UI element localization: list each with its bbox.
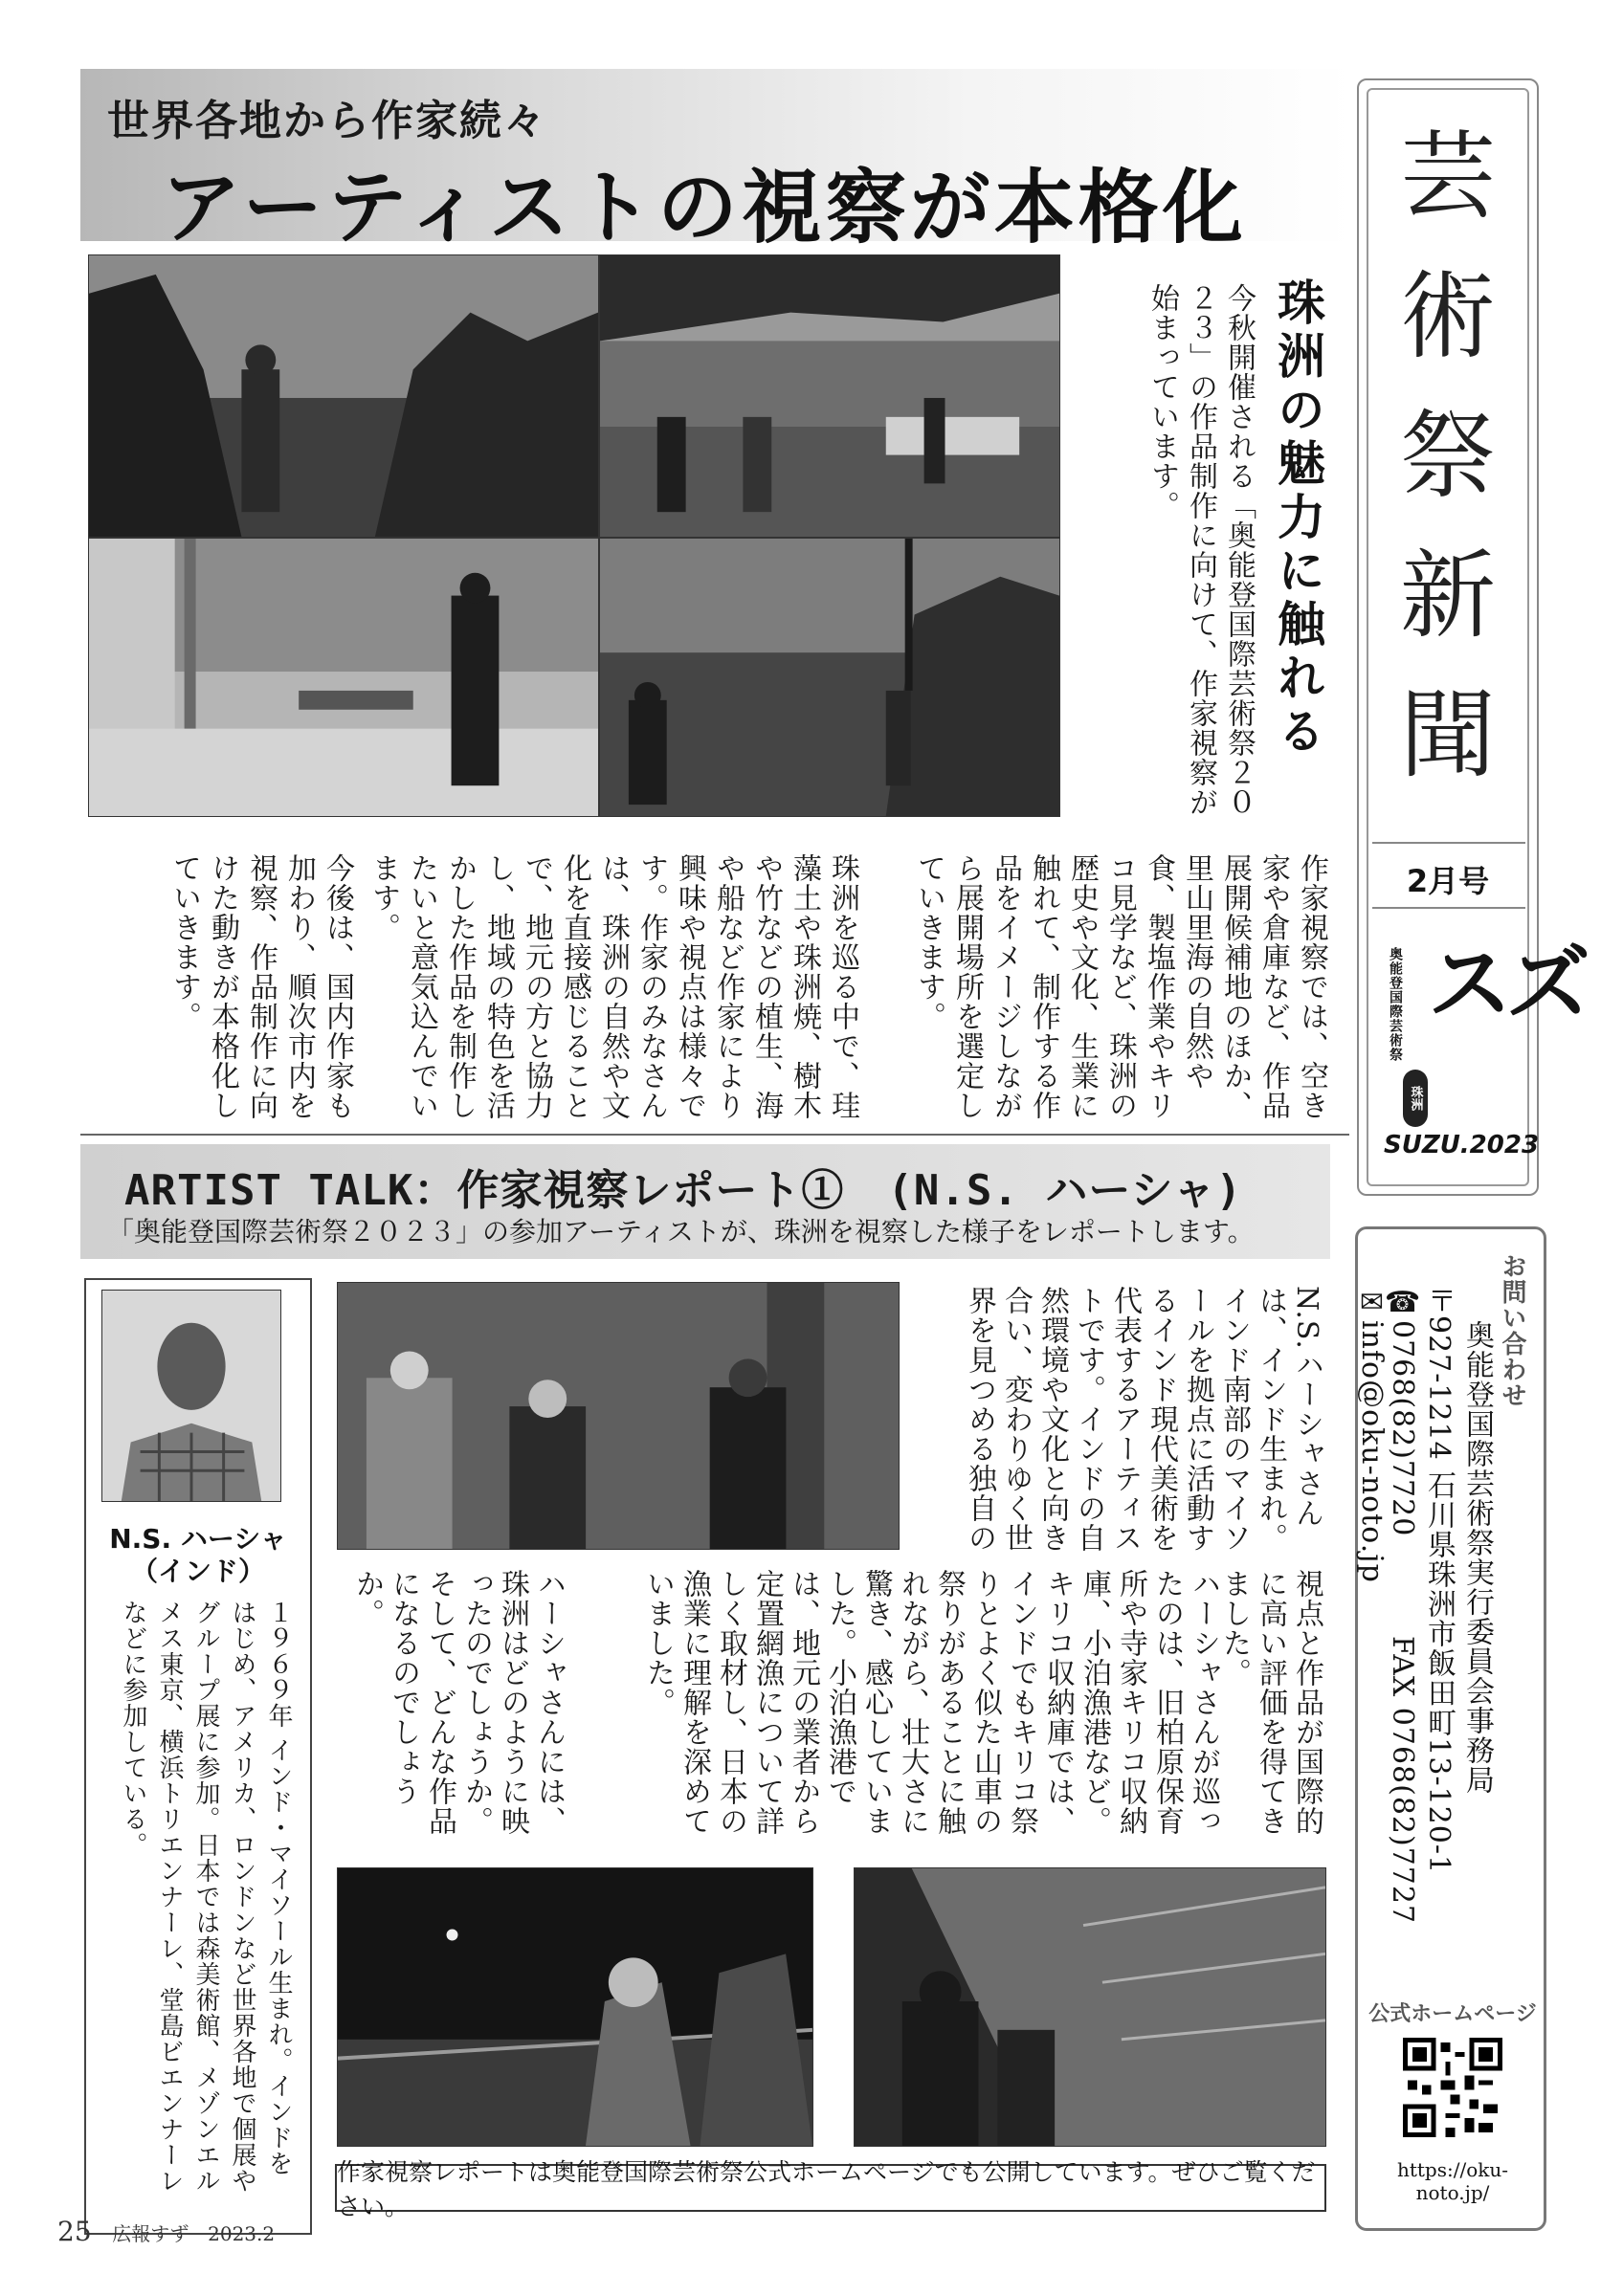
- artist-talk-body-3: ハーシャさんには、珠洲はどのように映ったのでしょうか。そして、どんな作品になるのでしょうか。: [350, 1569, 566, 1836]
- artist-profile-bio: １９６９年 インド・マイソール生まれ。インドをはじめ、アメリカ、ロンドンなど世界各地で個展やグループ展に参加。日本では森美術館、メゾンエルメス東京、横浜トリエンナーレ、堂島ビエンナーレなどに参加している。: [119, 1600, 293, 2194]
- artist-talk-title: ARTIST TALK：作家視察レポート① (N.S. ハーシャ): [124, 1166, 1243, 1215]
- photo-hillside-visit: [599, 538, 1060, 817]
- masthead-char-2: 術: [1400, 260, 1496, 372]
- artist-talk-subtitle: 「奥能登国際芸術祭２０２３」の参加アーティストが、珠洲を視察した様子をレポートします。: [107, 1216, 1255, 1247]
- publication-name: 広報すず: [112, 2222, 189, 2245]
- masthead-char-3: 祭: [1400, 400, 1496, 512]
- footer-note: 作家視察レポートは奥能登国際芸術祭公式ホームページでも公開しています。ぜひご覧ください。: [337, 2158, 1316, 2220]
- logo-year: SUZU.2023: [1384, 1131, 1540, 1159]
- logo-caption: 奥能登国際芸術祭: [1388, 947, 1403, 1062]
- page-folio: [57, 2216, 275, 2247]
- article-body-col-1: 作家視察では、空き家や倉庫など、作品展開候補地のほか、里山里海の自然や食、製塩作業やキリコ見学など、珠洲の歴史や文化、生業に触れて、制作する作品をイメージしながら展開場所を選定していきます。: [912, 853, 1328, 1120]
- article-lead: 今秋開催される「奥能登国際芸術祭２０２３」の作品制作に向けて、作家視察が始まっています。: [1145, 283, 1256, 817]
- article-subhead: 珠洲の魅力に触れる: [1270, 277, 1325, 760]
- masthead-rule-top: [1372, 842, 1525, 844]
- page-headline: アーティストの視察が本格化: [161, 161, 1247, 254]
- issue-label: 2月号: [1406, 863, 1490, 899]
- artist-profile-name: [88, 1523, 308, 1588]
- artist-talk-body-1: 視点と作品が国際的に高い評価を得てきました。: [1217, 1569, 1323, 1836]
- qr-code-icon[interactable]: [1403, 2038, 1502, 2137]
- artist-talk-body-2: ハーシャさんが巡ったのは、旧柏原保育所や寺家キリコ収納庫、小泊漁港など。キリコ収納庫では、インドでもキリコ祭りとよく似た山車の祭りがあることに触れながら、壮大さに驚き、感心していました。小泊漁港では、地元の業者から定置網漁について詳しく取材し、日本の漁業に理解を深めていました。: [641, 1569, 1220, 1836]
- contact-heading: お問い合わせ: [1498, 1253, 1526, 1408]
- footer-note-box: [335, 2158, 1326, 2220]
- contact-tel: ☎0768(82)7720: [1386, 1286, 1419, 1537]
- article-body-col-2: 珠洲を巡る中で、珪藻土や珠洲焼、樹木や竹などの植生、海や船など作家により興味や視点は様々です。作家のみなさんは、珠洲の自然や文化を直接感じることで、地元の方と協力し、地域の特色を活かした作品を制作したいと意気込んでいます。: [367, 853, 859, 1120]
- section-divider: [80, 1134, 1349, 1136]
- photo-kiriko-float: [854, 1867, 1326, 2147]
- masthead-char-1: 芸: [1400, 121, 1496, 232]
- logo-pill: 珠洲: [1403, 1070, 1428, 1127]
- homepage-label: 公式ホームページ: [1368, 2002, 1537, 2026]
- artist-talk-intro: N.S.ハーシャさんは、インド生まれ。インド南部のマイソールを拠点に活動するインド現代美術を代表するアーティストです。インドの自然環境や文化と向き合い、変わりゆく世界を見つめる独自の: [963, 1286, 1323, 1553]
- masthead-title: [1368, 107, 1527, 806]
- photo-shore-boat: [599, 254, 1060, 538]
- masthead-char-4: 新: [1400, 540, 1496, 651]
- homepage-url[interactable]: https://oku-noto.jp/: [1396, 2158, 1509, 2204]
- publication-date: 2023.2: [208, 2222, 276, 2245]
- article-body-col-3: 今後は、国内作家も加わり、順次市内を視察、作品制作に向けた動きが本格化していきます。: [167, 853, 354, 1120]
- contact-email[interactable]: ✉info@oku-noto.jp: [1355, 1286, 1389, 1583]
- masthead-rule-bottom: [1372, 907, 1525, 909]
- headline-kicker: 世界各地から作家続々: [107, 97, 547, 145]
- photo-interior-room: [88, 538, 599, 817]
- photo-kiriko-storehouse: [337, 1282, 900, 1550]
- page-number: 25: [57, 2216, 92, 2247]
- artist-portrait: [101, 1290, 281, 1502]
- suzu-logo: スズ: [1428, 935, 1586, 1033]
- contact-address: 〒927-1214 石川県珠洲市飯田町13-120-1: [1422, 1286, 1456, 1875]
- photo-fishing-port-night: [337, 1867, 813, 2147]
- artist-country: （インド）: [130, 1556, 265, 1587]
- masthead-char-5: 聞: [1400, 679, 1496, 791]
- artist-name: N.S. ハーシャ: [109, 1523, 287, 1555]
- contact-fax: FAX 0768(82)7727: [1386, 1636, 1419, 1925]
- photo-coast-cliff: [88, 254, 599, 538]
- contact-org: 奥能登国際芸術祭実行委員会事務局: [1460, 1320, 1494, 1795]
